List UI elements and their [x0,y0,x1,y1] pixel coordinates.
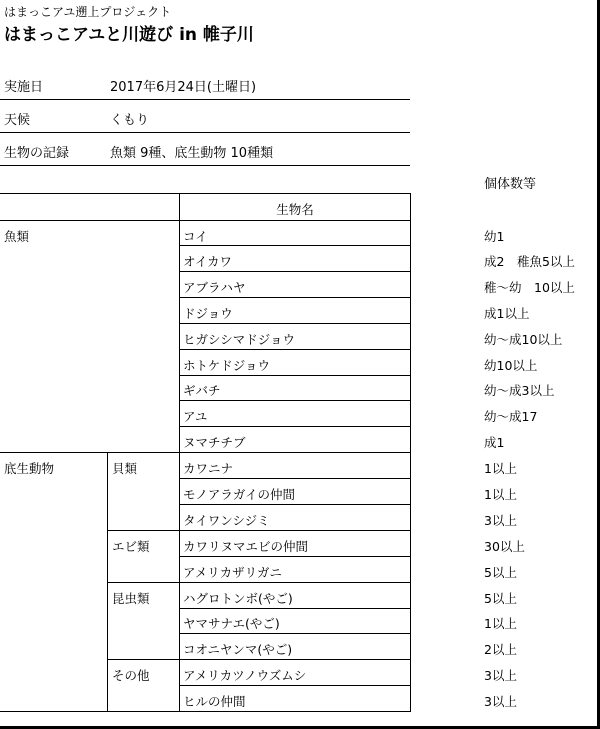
species-name: ハグロトンボ(やご) [183,591,293,606]
species-name: タイワンシジミ [183,513,270,528]
info-value-records: 魚類 9種、底生動物 10種類 [110,146,274,161]
subgroup-label-insects: 昆虫類 [112,591,150,606]
species-count: 30以上 [484,539,525,554]
species-count: 幼～成3以上 [484,383,555,398]
info-label-date: 実施日 [4,80,44,95]
info-label-records: 生物の記録 [4,146,70,161]
species-count: 幼1 [484,229,505,244]
species-count: 幼～成17 [484,409,538,424]
species-name: アメリカザリガニ [183,565,283,580]
species-count: 成1 [484,435,505,450]
species-name: ヌマチチブ [183,435,246,450]
species-count: 3以上 [484,668,517,683]
grid-line [108,582,411,583]
species-count: 成2 稚魚5以上 [484,254,575,269]
group-label-benthic: 底生動物 [4,461,55,476]
info-row-records [0,133,410,166]
grid-line [180,271,411,272]
species-name: カワニナ [183,461,234,476]
species-name: コイ [183,229,208,244]
grid-line [108,530,411,531]
grid-line [180,478,411,479]
species-name: ヤマサナエ(やご) [183,616,280,631]
species-name: カワリヌマエビの仲間 [183,539,309,554]
species-name: オイカワ [183,254,233,269]
grid-line [180,375,411,376]
grid-line [180,323,411,324]
grid-line [180,556,411,557]
species-count: 1以上 [484,616,517,631]
species-count: 2以上 [484,642,517,657]
info-value-weather: くもり [110,113,150,128]
species-count: 5以上 [484,565,517,580]
species-name: ギバチ [183,383,221,398]
count-column-header: 個体数等 [484,177,537,192]
grid-line [180,633,411,634]
group-label-fish: 魚類 [4,229,30,244]
species-count: 3以上 [484,694,517,709]
grid-line [180,400,411,401]
species-count: 1以上 [484,487,517,502]
species-count: 5以上 [484,591,517,606]
species-count: 幼～成10以上 [484,332,563,347]
species-name: モノアラガイの仲間 [183,487,296,502]
grid-line [179,193,180,712]
species-count: 3以上 [484,513,517,528]
grid-line [180,245,411,246]
grid-line [180,504,411,505]
name-column-header: 生物名 [276,202,314,217]
species-count: 成1以上 [484,306,530,321]
project-subtitle: はまっこアユ遡上プロジェクト [4,5,172,19]
grid-line [107,452,108,712]
species-name: ヒルの仲間 [183,694,246,709]
page-title: はまっこアユと川遊び in 帷子川 [4,25,254,45]
species-name: アメリカツノウズムシ [183,668,307,683]
subgroup-label-shrimp: エビ類 [112,539,150,554]
species-count: 稚～幼 10以上 [484,280,575,295]
species-count: 1以上 [484,461,517,476]
species-name: ヒガシシマドジョウ [183,332,295,347]
grid-line [180,297,411,298]
grid-line [0,193,411,194]
grid-line [0,452,411,453]
grid-line [108,659,411,660]
grid-line [0,711,411,712]
species-name: ホトケドジョウ [183,358,271,373]
grid-line [410,193,411,712]
grid-line [180,426,411,427]
species-name: アブラハヤ [183,280,246,295]
grid-line [180,349,411,350]
subgroup-label-shellfish: 貝類 [112,461,138,476]
info-label-weather: 天候 [4,113,31,128]
species-count: 幼10以上 [484,358,538,373]
subgroup-label-other: その他 [112,668,150,683]
info-row-weather [0,100,410,133]
info-row-date [0,67,410,100]
species-name: アユ [183,409,208,424]
grid-line [180,685,411,686]
grid-line [180,608,411,609]
grid-line [0,220,411,221]
species-name: ドジョウ [183,306,233,321]
species-name: コオニヤンマ(やご) [183,642,293,657]
info-value-date: 2017年6月24日(土曜日) [110,80,257,95]
